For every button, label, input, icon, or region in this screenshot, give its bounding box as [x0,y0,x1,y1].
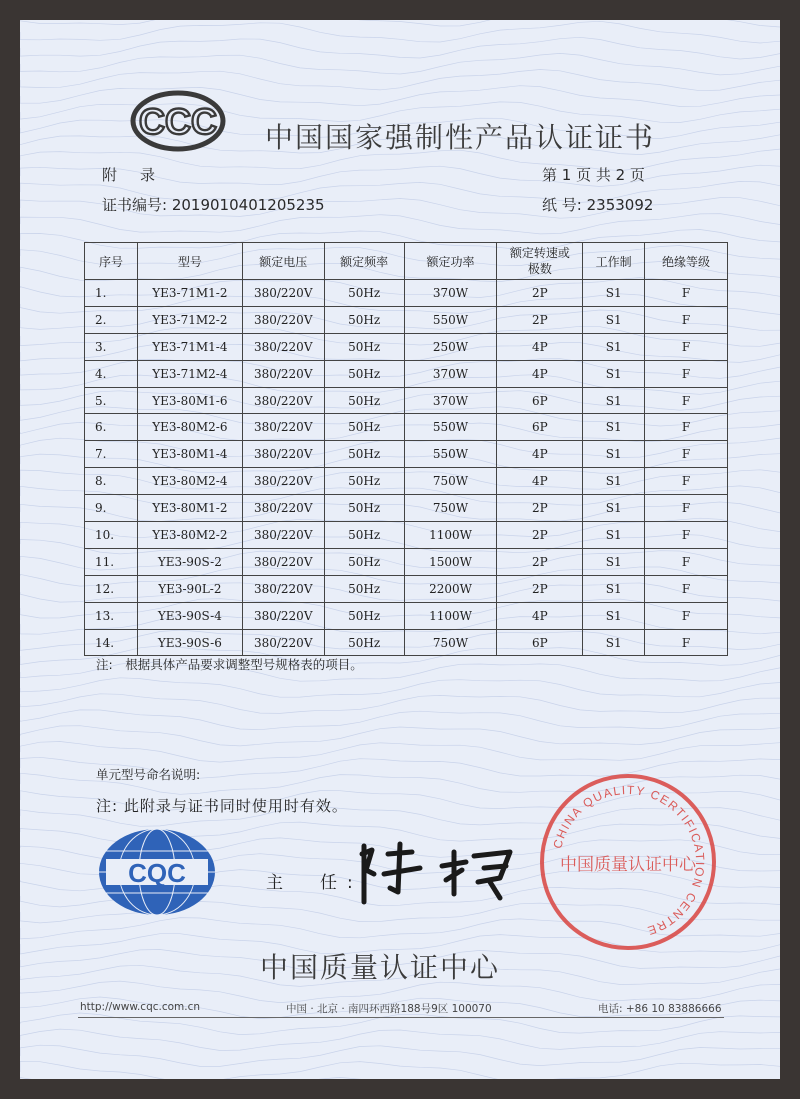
table-cell: 4P [497,468,583,495]
table-cell: 380/220V [242,468,324,495]
table-cell: 380/220V [242,441,324,468]
table-cell: 2P [497,548,583,575]
table-cell: 50Hz [324,414,404,441]
table-cell: 380/220V [242,360,324,387]
table-cell: 50Hz [324,333,404,360]
certificate-page [20,20,780,1079]
table-row [85,280,728,307]
table-row [85,414,728,441]
table-cell: S1 [583,495,645,522]
cqc-logo-text: CQC [128,858,186,888]
table-cell: YE3-71M1-4 [137,333,242,360]
table-cell: F [645,387,728,414]
table-cell: 2P [497,306,583,333]
col-header: 额定频率 [324,243,404,280]
organization-name: 中国质量认证中心 [260,951,501,984]
table-cell: 4P [497,333,583,360]
appendix-label: 附 录 [102,166,160,184]
table-cell: 50Hz [324,360,404,387]
table-cell: YE3-80M1-6 [137,387,242,414]
table-cell: S1 [583,602,645,629]
table-cell: 4. [85,360,138,387]
table-cell: 6P [497,387,583,414]
table-cell: F [645,414,728,441]
col-header: 额定转速或 极数 [497,243,583,280]
certificate-title: 中国国家强制性产品认证证书 [265,121,656,154]
table-cell: 380/220V [242,306,324,333]
page-info: 第 1 页 共 2 页 [542,166,645,184]
table-cell: 1500W [404,548,497,575]
table-cell: S1 [583,522,645,549]
col-header: 额定功率 [404,243,497,280]
table-cell: 10. [85,522,138,549]
table-cell: 750W [404,629,497,656]
table-cell: S1 [583,306,645,333]
table-cell: 380/220V [242,495,324,522]
table-cell: 50Hz [324,280,404,307]
table-cell: 50Hz [324,575,404,602]
table-cell: 14. [85,629,138,656]
table-row [85,602,728,629]
cert-number-label: 证书编号: [102,196,168,214]
table-cell: F [645,333,728,360]
table-cell: YE3-71M2-4 [137,360,242,387]
cert-number: 2019010401205235 [171,196,325,214]
table-cell: YE3-90L-2 [137,575,242,602]
table-cell: YE3-71M2-2 [137,306,242,333]
col-header: 序号 [85,243,138,280]
table-row [85,387,728,414]
table-row [85,333,728,360]
table-cell: 380/220V [242,333,324,360]
table-cell: F [645,280,728,307]
table-cell: 380/220V [242,522,324,549]
table-cell: S1 [583,441,645,468]
table-cell: 50Hz [324,441,404,468]
table-cell: 550W [404,441,497,468]
table-cell: 50Hz [324,602,404,629]
table-row [85,360,728,387]
table-cell: 4P [497,602,583,629]
paper-number-label: 纸 号: [542,196,582,214]
table-cell: F [645,441,728,468]
col-header: 绝缘等级 [645,243,728,280]
table-cell: 380/220V [242,602,324,629]
table-cell: 750W [404,495,497,522]
table-cell: F [645,575,728,602]
table-row [85,495,728,522]
validity-note: 注: 此附录与证书同时使用时有效。 [96,797,348,815]
cert-number-row [102,194,325,215]
table-cell: 550W [404,414,497,441]
table-cell: S1 [583,575,645,602]
table-cell: 50Hz [324,629,404,656]
table-note: 注: 根据具体产品要求调整型号规格表的项目。 [96,657,363,672]
table-cell: 370W [404,280,497,307]
table-header-row [85,243,728,280]
table-cell: 8. [85,468,138,495]
director-signature [350,832,530,912]
table-cell: 4P [497,360,583,387]
table-cell: 2P [497,495,583,522]
table-cell: 380/220V [242,629,324,656]
table-cell: 50Hz [324,522,404,549]
table-cell: F [645,629,728,656]
model-spec-table [84,242,728,656]
table-cell: 13. [85,602,138,629]
footer-phone: 电话: +86 10 83886666 [598,1003,722,1015]
table-cell: 550W [404,306,497,333]
table-cell: 4P [497,441,583,468]
table-cell: 380/220V [242,414,324,441]
table-row [85,441,728,468]
seal-inner-text: 中国质量认证中心 [560,855,696,875]
table-cell: YE3-90S-6 [137,629,242,656]
table-cell: 50Hz [324,548,404,575]
table-cell: 380/220V [242,575,324,602]
ccc-logo [130,90,226,152]
table-cell: YE3-90S-2 [137,548,242,575]
unit-naming-label: 单元型号命名说明: [96,767,201,782]
table-cell: 2P [497,575,583,602]
table-cell: 5. [85,387,138,414]
table-cell: 50Hz [324,306,404,333]
footer-divider [78,1017,724,1018]
table-row [85,575,728,602]
table-cell: 1. [85,280,138,307]
table-cell: F [645,495,728,522]
table-cell: 7. [85,441,138,468]
table-cell: S1 [583,280,645,307]
table-row [85,468,728,495]
table-cell: 9. [85,495,138,522]
table-row [85,548,728,575]
paper-number-row [542,194,653,215]
table-row [85,522,728,549]
table-cell: S1 [583,629,645,656]
table-cell: 1100W [404,602,497,629]
table-cell: 1100W [404,522,497,549]
table-cell: YE3-80M2-6 [137,414,242,441]
table-cell: 11. [85,548,138,575]
table-cell: F [645,306,728,333]
table-cell: S1 [583,468,645,495]
table-cell: 3. [85,333,138,360]
table-cell: 50Hz [324,495,404,522]
seal-outer-text: CHINA QUALITY CERTIFICATION CENTRE [550,782,708,939]
table-body [85,280,728,656]
official-seal [538,772,718,952]
table-cell: 250W [404,333,497,360]
table-cell: YE3-80M2-4 [137,468,242,495]
table-cell: S1 [583,360,645,387]
table-cell: 380/220V [242,280,324,307]
table-cell: 750W [404,468,497,495]
ccc-logo-text: CCC [139,101,217,142]
table-cell: 2P [497,280,583,307]
table-cell: YE3-90S-4 [137,602,242,629]
table-cell: F [645,468,728,495]
table-cell: 2P [497,522,583,549]
table-cell: 6P [497,629,583,656]
table-cell: S1 [583,387,645,414]
table-row [85,306,728,333]
table-cell: S1 [583,548,645,575]
col-header: 型号 [137,243,242,280]
table-cell: YE3-80M1-2 [137,495,242,522]
table-cell: F [645,360,728,387]
footer-website: http://www.cqc.com.cn [80,1001,201,1013]
table-cell: S1 [583,333,645,360]
table-cell: YE3-80M1-4 [137,441,242,468]
footer-address: 中国 · 北京 · 南四环西路188号9区 100070 [286,1003,492,1015]
table-cell: 50Hz [324,468,404,495]
col-header: 额定电压 [242,243,324,280]
table-cell: F [645,602,728,629]
col-header: 工作制 [583,243,645,280]
table-cell: S1 [583,414,645,441]
cqc-logo [94,825,220,919]
table-cell: 50Hz [324,387,404,414]
table-row [85,629,728,656]
table-cell: 12. [85,575,138,602]
table-cell: YE3-80M2-2 [137,522,242,549]
table-cell: 370W [404,360,497,387]
table-cell: 380/220V [242,387,324,414]
table-cell: 2. [85,306,138,333]
table-cell: YE3-71M1-2 [137,280,242,307]
table-cell: 6. [85,414,138,441]
table-cell: 6P [497,414,583,441]
director-label: 主 任: [266,873,363,893]
table-cell: F [645,522,728,549]
table-cell: F [645,548,728,575]
table-cell: 380/220V [242,548,324,575]
paper-number: 2353092 [586,196,654,214]
table-cell: 2200W [404,575,497,602]
table-cell: 370W [404,387,497,414]
